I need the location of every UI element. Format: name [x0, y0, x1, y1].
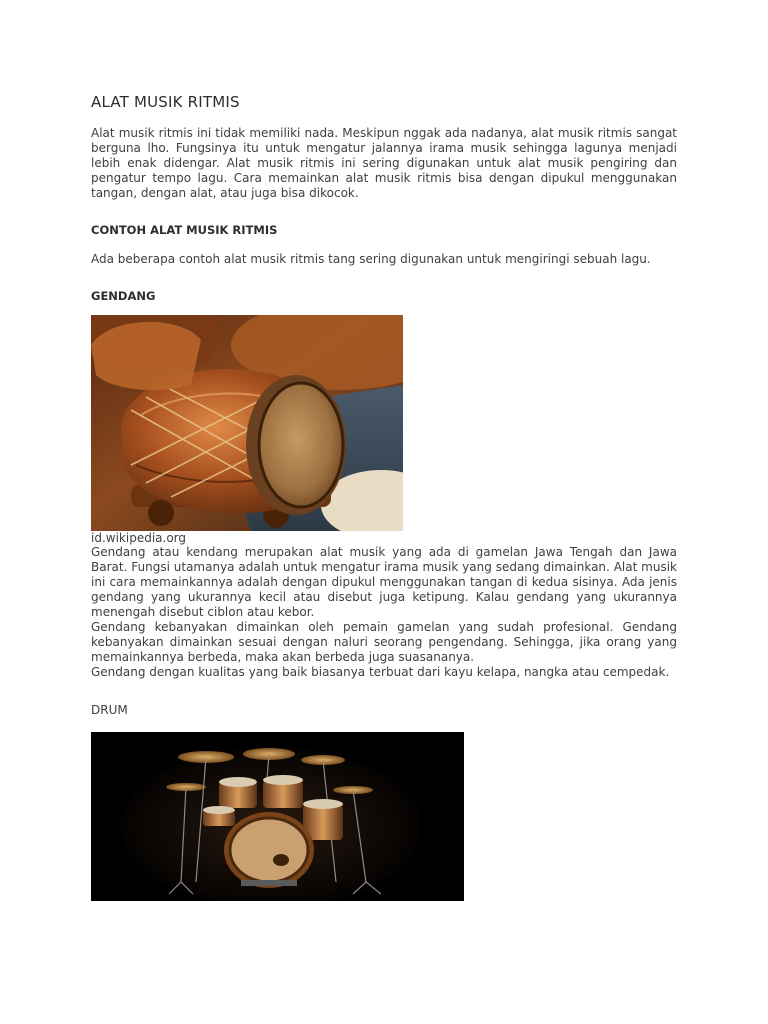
document-content	[91, 92, 677, 901]
page-title: ALAT MUSIK RITMIS	[91, 93, 240, 111]
gendang-image-caption: id.wikipedia.org	[91, 531, 186, 545]
intro-paragraph: Alat musik ritmis ini tidak memiliki nada. Meskipun nggak ada nadanya, alat musik ritmis sangat berguna lho. Fungsinya itu untuk mengatur jalannya irama musik sehingga lagunya menjadi lebih enak didengar. Alat musik ritmis ini sering digunakan untuk alat musik pengiring dan pengatur tempo lagu. Cara memainkan alat musik ritmis bisa dengan dipukul menggunakan tangan, dengan alat, atau juga bisa dikocok.	[91, 126, 677, 200]
contoh-heading: CONTOH ALAT MUSIK RITMIS	[91, 223, 278, 237]
gendang-heading: GENDANG	[91, 289, 156, 303]
gendang-paragraph-1: Gendang atau kendang merupakan alat musik yang ada di gamelan Jawa Tengah dan Jawa Barat. Fungsi utamanya adalah untuk mengatur irama musik yang sedang dimainkan. Alat musik ini cara memainkannya adalah dengan dipukul menggunakan tangan di kedua sisinya. Ada jenis gendang yang ukurannya kecil atau disebut juga ketipung. Kalau gendang yang ukurannya menengah disebut ciblon atau kebor.	[91, 545, 677, 619]
gendang-paragraph-2: Gendang kebanyakan dimainkan oleh pemain gamelan yang sudah profesional. Gendang kebanyakan dimainkan sesuai dengan naluri seorang pengendang. Sehingga, jika orang yang memainkannya berbeda, maka akan berbeda juga suasananya.	[91, 620, 677, 664]
contoh-paragraph: Ada beberapa contoh alat musik ritmis tang sering digunakan untuk mengiringi sebuah lagu.	[91, 252, 651, 266]
drum-heading: DRUM	[91, 703, 128, 717]
gendang-paragraph-3: Gendang dengan kualitas yang baik biasanya terbuat dari kayu kelapa, nangka atau cempedak.	[91, 665, 670, 679]
gendang-image	[91, 315, 403, 531]
drum-image	[91, 732, 464, 901]
